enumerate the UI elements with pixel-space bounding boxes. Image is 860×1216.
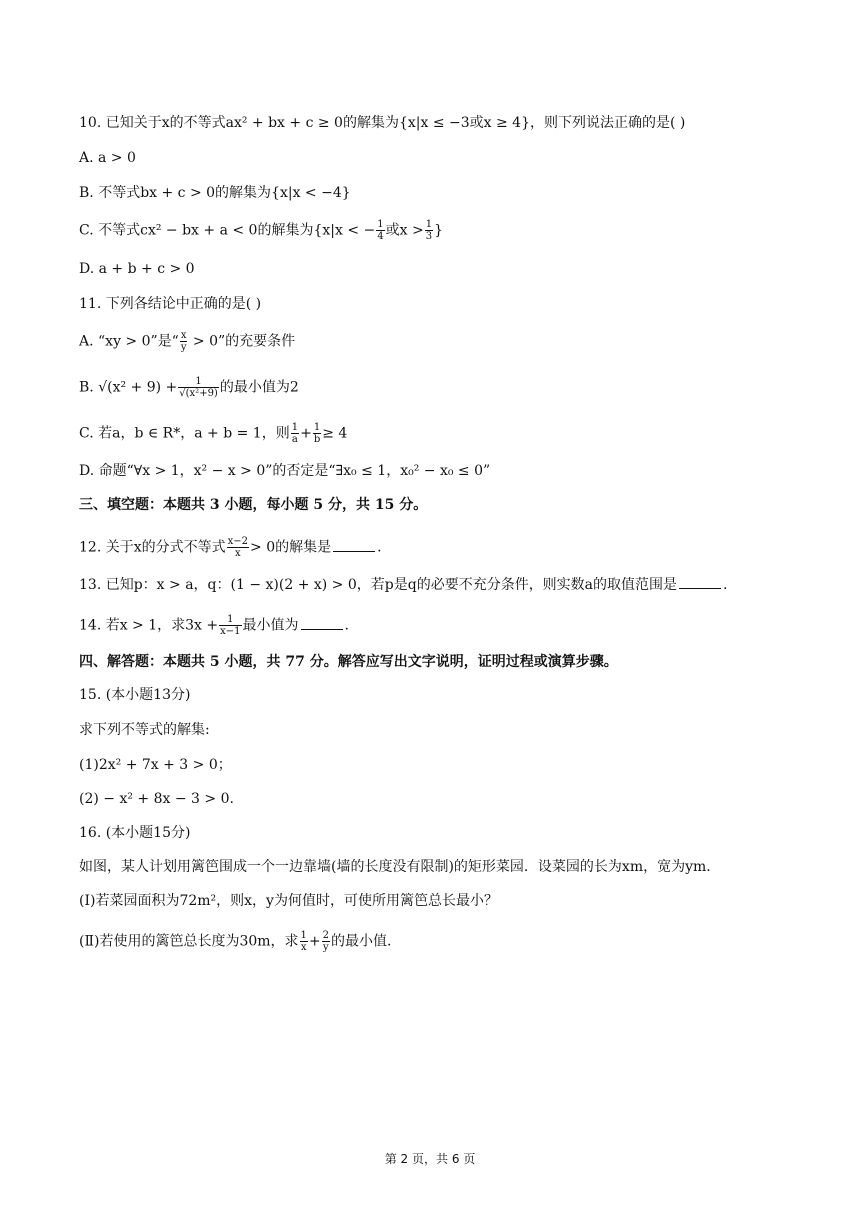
q10-c-frac1-num: 1 bbox=[377, 219, 384, 230]
q16-part-2 bbox=[79, 930, 391, 953]
q10-c-suffix: } bbox=[434, 222, 443, 239]
q12-frac bbox=[227, 536, 249, 559]
q10-option-a: A. a > 0 bbox=[79, 150, 136, 166]
q10-stem: 10. 已知关于x的不等式ax² + bx + c ≥ 0的解集为{x|x ≤ −3或x ≥ 4}，则下列说法正确的是( ) bbox=[79, 115, 686, 131]
q16-p2-prefix: (Ⅱ)若使用的篱笆总长度为30m，求 bbox=[79, 933, 299, 950]
q11-b-prefix: B. √(x² + 9) + bbox=[79, 379, 178, 396]
q16-p2-frac1 bbox=[300, 930, 308, 953]
q12-frac-den: x bbox=[235, 548, 241, 559]
q11-b-frac bbox=[178, 376, 219, 399]
q10-option-c bbox=[79, 219, 443, 242]
q13-answer-blank bbox=[679, 576, 721, 589]
q11-a-suffix: > 0”的充要条件 bbox=[188, 333, 296, 350]
q15-intro: 求下列不等式的解集: bbox=[79, 722, 210, 738]
q14-suffix: 最小值为 bbox=[242, 617, 299, 634]
q16-intro: 如图，某人计划用篱笆围成一个一边靠墙(墙的长度没有限制)的矩形菜园．设菜园的长为xm，宽为ym. bbox=[79, 859, 711, 875]
q11-option-a bbox=[79, 330, 295, 353]
q14 bbox=[79, 614, 349, 637]
q11-c-mid: + bbox=[300, 425, 312, 442]
q10-c-frac2-num: 1 bbox=[425, 219, 433, 230]
q15-part-1: (1)2x² + 7x + 3 > 0； bbox=[79, 757, 232, 773]
q11-c-frac1-num: 1 bbox=[291, 422, 299, 433]
q11-option-b bbox=[79, 376, 299, 399]
q12-frac-num: x−2 bbox=[227, 536, 249, 547]
q12-end: . bbox=[377, 539, 382, 556]
q11-c-frac2-num: 1 bbox=[313, 422, 321, 433]
q11-c-prefix: C. 若a，b ∈ R*，a + b = 1，则 bbox=[79, 425, 290, 442]
q14-frac-num: 1 bbox=[219, 614, 241, 626]
q16-p2-frac2 bbox=[322, 930, 330, 953]
q14-frac bbox=[219, 614, 241, 637]
q11-c-frac1 bbox=[291, 422, 299, 445]
q11-option-c bbox=[79, 422, 347, 445]
q11-c-frac2-den: b bbox=[313, 434, 321, 445]
q10-c-frac2-den: 3 bbox=[425, 231, 433, 242]
q11-c-frac2 bbox=[313, 422, 321, 445]
section-3-heading: 三、填空题：本题共 3 小题，每小题 5 分，共 15 分。 bbox=[79, 497, 428, 513]
q10-c-mid: 或x > bbox=[385, 222, 424, 239]
q16-p2-frac1-num: 1 bbox=[300, 930, 307, 941]
q11-c-frac1-den: a bbox=[291, 434, 298, 445]
q16-part-1: (Ⅰ)若菜园面积为72m²，则x，y为何值时，可使所用篱笆总长最小？ bbox=[79, 893, 498, 909]
q11-b-suffix: 的最小值为2 bbox=[219, 379, 299, 396]
q15-part-2: (2) − x² + 8x − 3 > 0. bbox=[79, 791, 234, 807]
q15-title: 15. (本小题13分) bbox=[79, 687, 191, 703]
q10-option-d: D. a + b + c > 0 bbox=[79, 261, 195, 277]
q10-c-frac2 bbox=[425, 219, 433, 242]
q11-stem: 11. 下列各结论中正确的是( ) bbox=[79, 296, 262, 312]
q10-option-b: B. 不等式bx + c > 0的解集为{x|x < −4} bbox=[79, 185, 351, 201]
q16-p2-suffix: 的最小值. bbox=[331, 933, 392, 950]
q16-title: 16. (本小题15分) bbox=[79, 825, 191, 841]
q13 bbox=[79, 576, 728, 594]
q11-a-frac-den: y bbox=[180, 342, 187, 353]
q16-p2-frac2-den: y bbox=[323, 942, 329, 953]
q11-b-frac-num: 1 bbox=[178, 376, 219, 388]
q14-frac-den: x−1 bbox=[220, 626, 241, 637]
q16-p2-frac1-den: x bbox=[300, 942, 307, 953]
q11-a-prefix: A. “xy > 0”是“ bbox=[79, 333, 179, 350]
q12 bbox=[79, 536, 382, 559]
q13-prefix: 13. 已知p：x > a，q：(1 − x)(2 + x) > 0，若p是q的必要不充分条件，则实数a的取值范围是 bbox=[79, 577, 678, 593]
q14-prefix: 14. 若x > 1，求3x + bbox=[79, 617, 219, 634]
q10-c-frac1-den: 4 bbox=[377, 231, 384, 242]
q12-suffix: > 0的解集是 bbox=[250, 539, 332, 556]
q11-c-suffix: ≥ 4 bbox=[322, 425, 348, 442]
q13-end: . bbox=[723, 577, 728, 593]
q10-c-frac1 bbox=[376, 219, 384, 242]
q16-p2-frac2-num: 2 bbox=[322, 930, 330, 941]
q16-p2-mid: + bbox=[308, 933, 321, 950]
q14-answer-blank bbox=[301, 617, 343, 630]
q14-end: . bbox=[344, 617, 349, 634]
q11-a-frac bbox=[180, 330, 188, 353]
q11-a-frac-num: x bbox=[180, 330, 187, 341]
q11-b-frac-den: √(x²+9) bbox=[179, 388, 218, 399]
section-4-heading: 四、解答题：本题共 5 小题，共 77 分。解答应写出文字说明，证明过程或演算步骤。 bbox=[79, 654, 618, 670]
page-footer: 第 2 页，共 6 页 bbox=[384, 1152, 476, 1166]
q10-c-prefix: C. 不等式cx² − bx + a < 0的解集为{x|x < − bbox=[79, 222, 376, 239]
q12-answer-blank bbox=[333, 539, 375, 552]
q11-option-d: D. 命题“∀x > 1，x² − x > 0”的否定是“∃x₀ ≤ 1，x₀² − x₀ ≤ 0” bbox=[79, 463, 491, 479]
q12-prefix: 12. 关于x的分式不等式 bbox=[79, 539, 226, 556]
